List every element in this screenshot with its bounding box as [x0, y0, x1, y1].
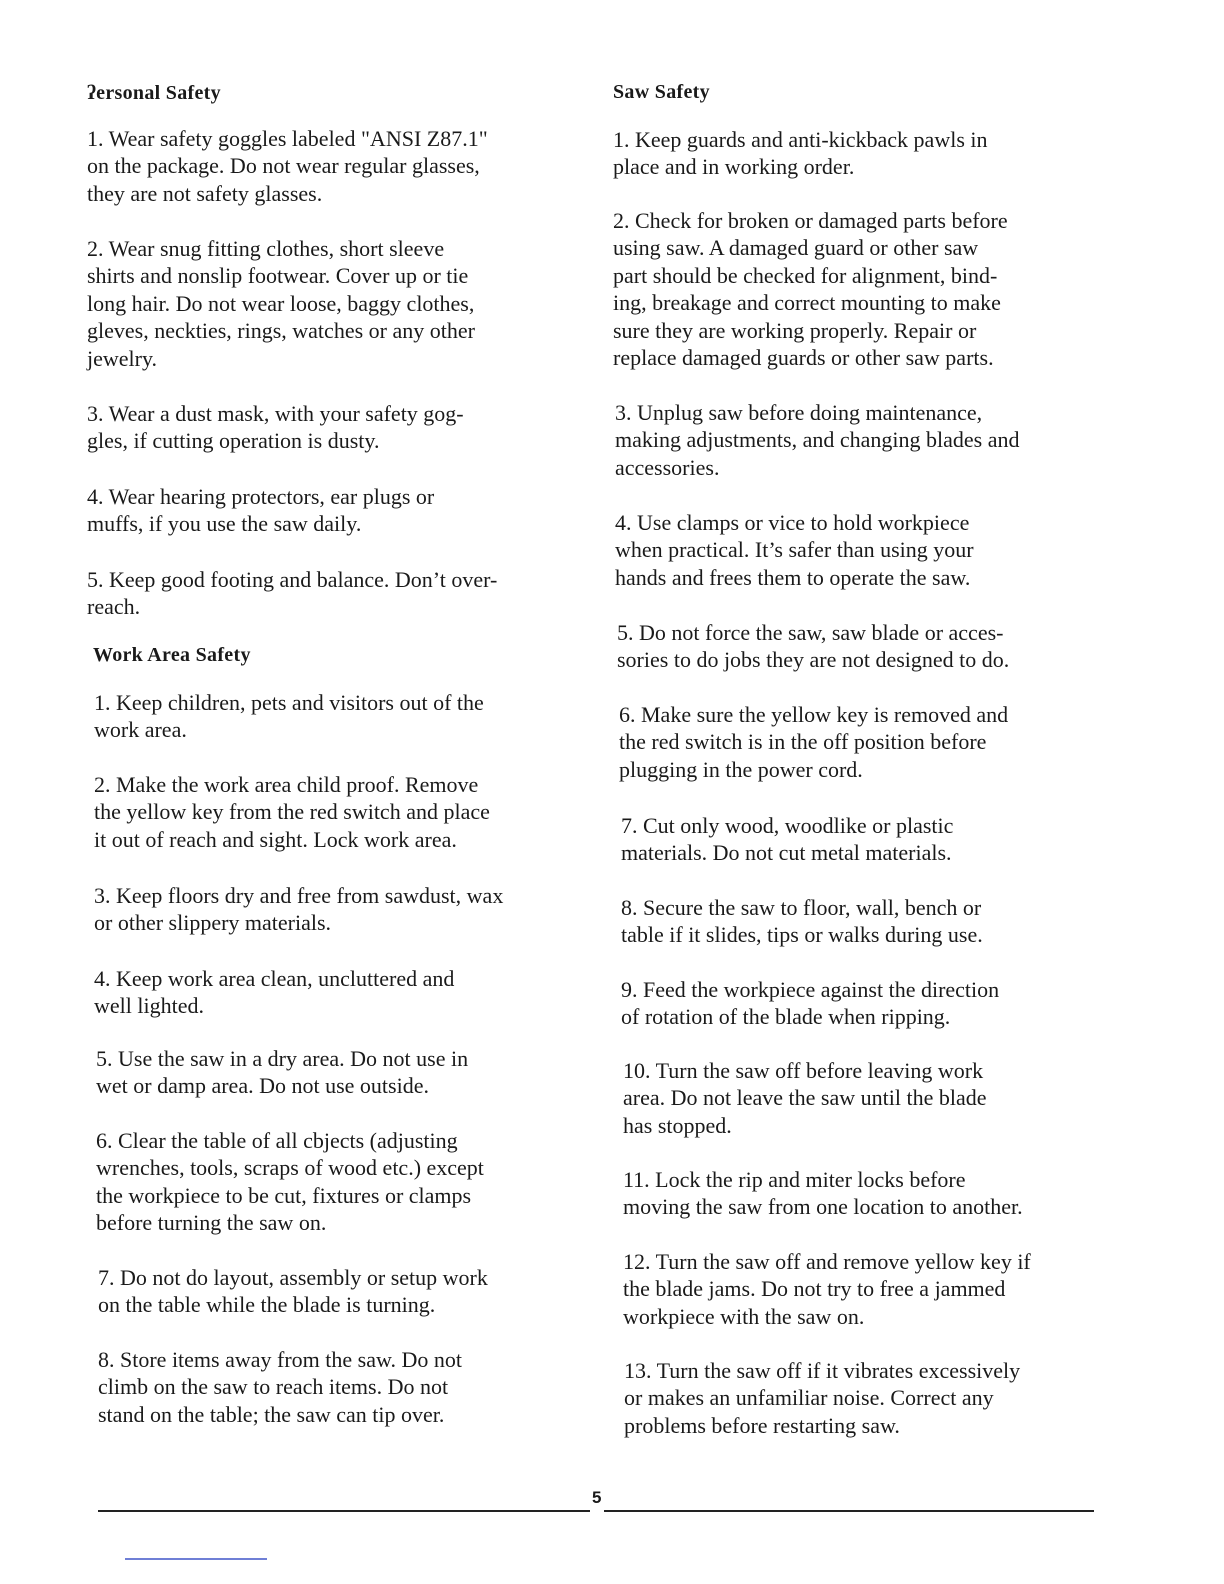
saw-item-8 — [621, 894, 983, 949]
line: wet or damp area. Do not use outside. — [96, 1073, 429, 1099]
line: 8. Secure the saw to floor, wall, bench or — [621, 895, 982, 920]
line: the blade jams. Do not try to free a jammed — [623, 1276, 1006, 1302]
work-item-5 — [96, 1045, 468, 1100]
saw-item-12 — [623, 1248, 1031, 1330]
saw-item-9 — [621, 976, 999, 1031]
line: muffs, if you use the saw daily. — [87, 511, 362, 537]
line: stand on the table; the saw can tip over. — [98, 1401, 445, 1427]
saw-item-2 — [613, 207, 1008, 371]
line: making adjustments, and changing blades and — [615, 427, 1020, 453]
line: part should be checked for alignment, bind- — [613, 262, 998, 288]
line: of rotation of the blade when ripping. — [621, 1004, 951, 1030]
line: jewelry. — [87, 345, 158, 371]
work-item-2 — [94, 771, 490, 853]
line: the yellow key from the red switch and place — [94, 799, 490, 825]
line: the workpiece to be cut, fixtures or clamps — [96, 1182, 472, 1208]
line: 1. Keep guards and anti-kickback pawls in — [613, 127, 988, 152]
line: gles, if cutting operation is dusty. — [87, 428, 380, 454]
saw-safety-heading: Saw Safety — [613, 81, 710, 103]
line: or other slippery materials. — [94, 910, 332, 936]
line: 12. Turn the saw off and remove yellow key if — [623, 1249, 1031, 1274]
line: workpiece with the saw on. — [623, 1303, 865, 1329]
line: plugging in the power cord. — [619, 756, 863, 782]
personal-item-2 — [87, 235, 475, 372]
line: reach. — [87, 594, 141, 620]
work-item-3 — [94, 882, 503, 937]
line: 1. Wear safety goggles labeled "ANSI Z87.1" — [87, 126, 488, 151]
line: 5. Do not force the saw, saw blade or acces- — [617, 620, 1004, 645]
line: moving the saw from one location to another. — [623, 1194, 1023, 1220]
line: problems before restarting saw. — [624, 1412, 900, 1438]
line: sure they are working properly. Repair or — [613, 317, 977, 343]
saw-item-1 — [613, 126, 988, 181]
line: 5. Keep good footing and balance. Don’t over- — [87, 567, 498, 592]
line: 5. Use the saw in a dry area. Do not use in — [96, 1046, 469, 1071]
line: 2. Check for broken or damaged parts before — [613, 208, 1008, 233]
line: 2. Wear snug fitting clothes, short sleeve — [87, 236, 445, 261]
line: hands and frees them to operate the saw. — [615, 564, 971, 590]
line: on the table while the blade is turning. — [98, 1292, 436, 1318]
footer-rule-right — [604, 1510, 1094, 1512]
saw-item-10 — [623, 1057, 986, 1139]
line: the red switch is in the off position before — [619, 729, 987, 755]
line: place and in working order. — [613, 154, 855, 180]
line: when practical. It’s safer than using your — [615, 537, 974, 563]
line: they are not safety glasses. — [87, 180, 323, 206]
saw-item-7 — [621, 812, 953, 867]
line: ing, breakage and correct mounting to make — [613, 290, 1001, 316]
personal-safety-heading: ʔersonal Safety — [87, 82, 221, 104]
saw-item-13 — [624, 1357, 1020, 1439]
footer-rule-left — [98, 1510, 590, 1512]
line: 1. Keep children, pets and visitors out of the — [94, 690, 484, 715]
line: 9. Feed the workpiece against the direction — [621, 977, 1000, 1002]
line: 7. Cut only wood, woodlike or plastic — [621, 813, 954, 838]
line: climb on the saw to reach items. Do not — [98, 1374, 449, 1400]
line: 4. Wear hearing protectors, ear plugs or — [87, 484, 435, 509]
line: 8. Store items away from the saw. Do not — [98, 1347, 462, 1372]
line: 3. Unplug saw before doing maintenance, — [615, 400, 983, 425]
saw-item-5 — [617, 619, 1009, 674]
line: it out of reach and sight. Lock work area. — [94, 826, 457, 852]
line: 3. Keep floors dry and free from sawdust, wax — [94, 883, 504, 908]
saw-item-4 — [615, 509, 974, 591]
line: 3. Wear a dust mask, with your safety gog- — [87, 401, 464, 426]
line: 13. Turn the saw off if it vibrates excessively — [624, 1358, 1021, 1383]
page-number: 5 — [592, 1488, 602, 1507]
line: shirts and nonslip footwear. Cover up or tie — [87, 263, 469, 289]
work-item-6 — [96, 1127, 484, 1237]
line: replace damaged guards or other saw parts. — [613, 345, 994, 371]
personal-item-4 — [87, 483, 434, 538]
line: area. Do not leave the saw until the blade — [623, 1085, 987, 1111]
line: on the package. Do not wear regular glasses, — [87, 153, 480, 179]
line: materials. Do not cut metal materials. — [621, 840, 952, 866]
work-item-7 — [98, 1264, 488, 1319]
line: before turning the saw on. — [96, 1210, 327, 1236]
work-area-safety-heading: Work Area Safety — [93, 644, 251, 666]
line: or makes an unfamiliar noise. Correct any — [624, 1385, 994, 1411]
work-item-8 — [98, 1346, 462, 1428]
line: 6. Clear the table of all cbjects (adjusting — [96, 1128, 458, 1153]
line: accessories. — [615, 454, 720, 480]
line: 6. Make sure the yellow key is removed and — [619, 702, 1009, 727]
line: 4. Keep work area clean, uncluttered and — [94, 966, 455, 991]
personal-item-5 — [87, 566, 497, 621]
line: work area. — [94, 717, 187, 743]
line: 10. Turn the saw off before leaving work — [623, 1058, 984, 1083]
line: table if it slides, tips or walks during use. — [621, 922, 983, 948]
line: sories to do jobs they are not designed to do. — [617, 647, 1010, 673]
personal-item-3 — [87, 400, 464, 455]
saw-item-11 — [623, 1166, 1023, 1221]
work-item-4 — [94, 965, 454, 1020]
line: 4. Use clamps or vice to hold workpiece — [615, 510, 970, 535]
saw-item-3 — [615, 399, 1019, 481]
line: 11. Lock the rip and miter locks before — [623, 1167, 966, 1192]
line: gleves, neckties, rings, watches or any other — [87, 318, 475, 344]
scan-mark-line — [125, 1558, 267, 1560]
line: 7. Do not do layout, assembly or setup work — [98, 1265, 488, 1290]
line: well lighted. — [94, 993, 204, 1019]
work-item-1 — [94, 689, 484, 744]
line: long hair. Do not wear loose, baggy clothes, — [87, 290, 475, 316]
line: has stopped. — [623, 1112, 732, 1138]
line: wrenches, tools, scraps of wood etc.) except — [96, 1155, 484, 1181]
saw-item-6 — [619, 701, 1008, 783]
personal-item-1 — [87, 125, 488, 207]
line: using saw. A damaged guard or other saw — [613, 235, 979, 261]
line: 2. Make the work area child proof. Remove — [94, 772, 479, 797]
